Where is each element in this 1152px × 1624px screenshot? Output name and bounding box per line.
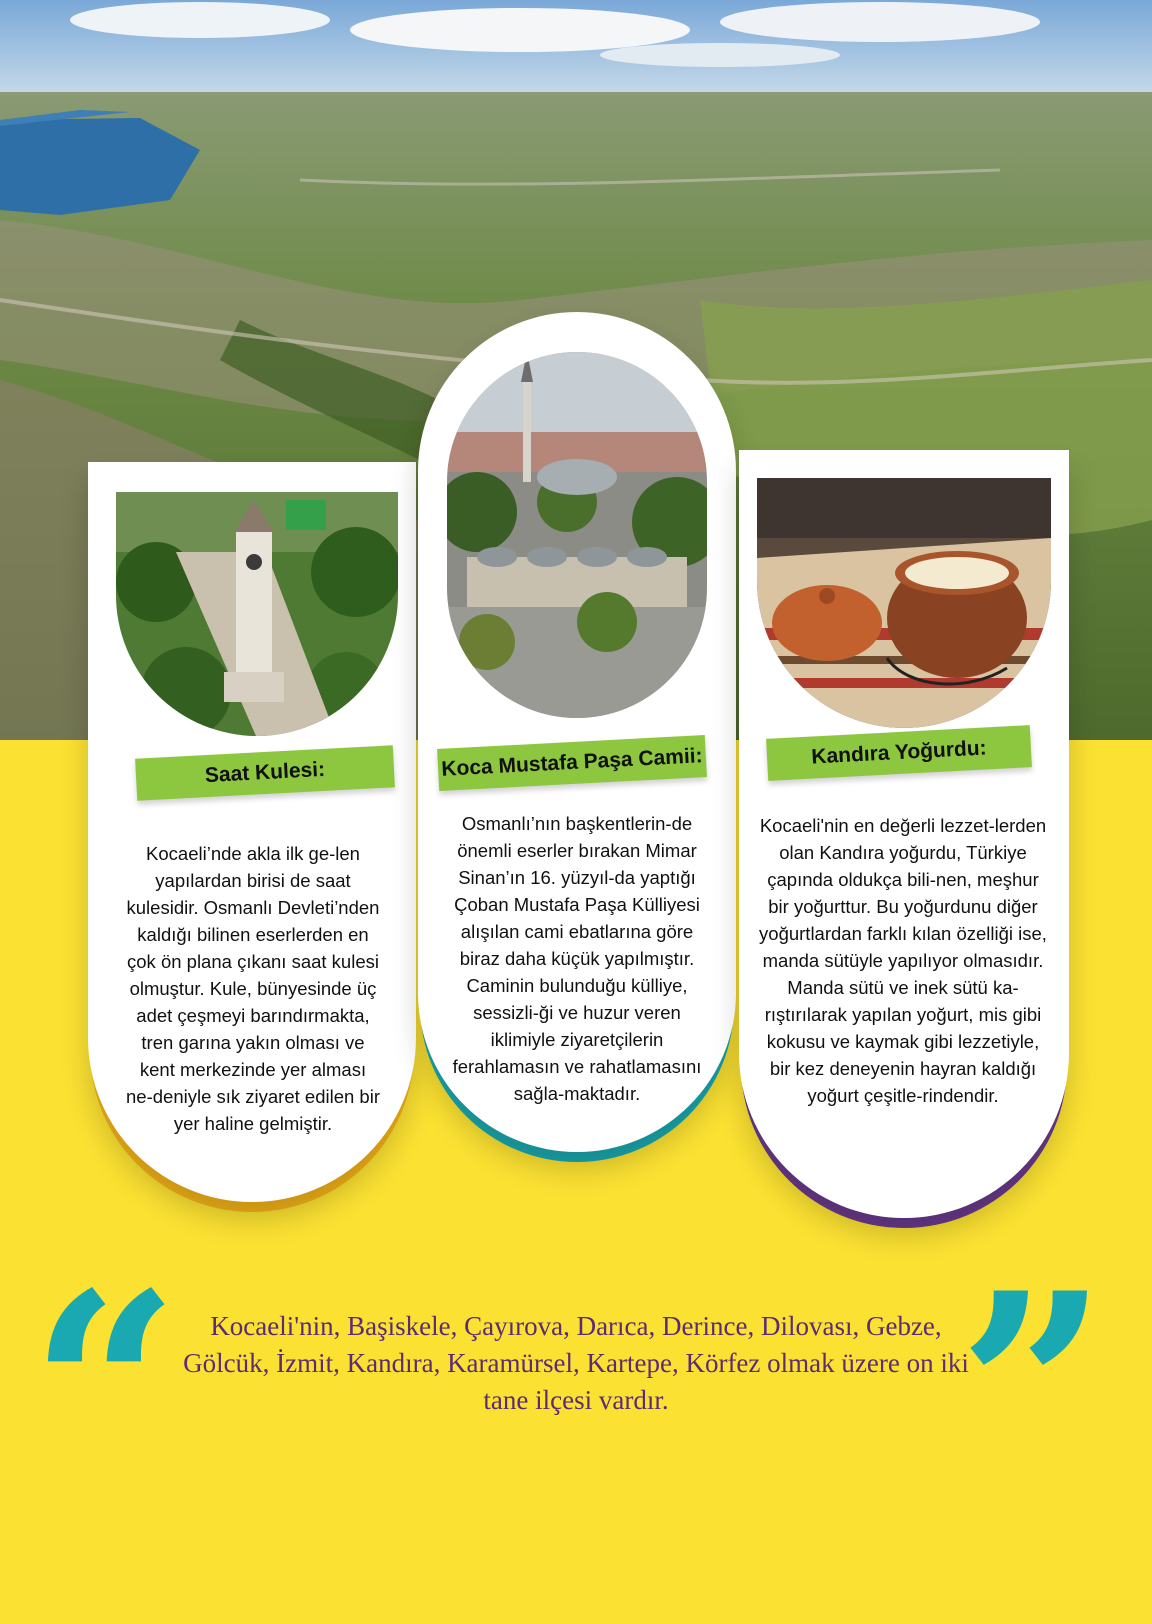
card-description: Osmanlı’nın başkentlerin-de önemli eserler bırakan Mimar Sinan’ın 16. yüzyıl-da yaptığı Çoban Mustafa Paşa Külliyesi alışılan cami ebatlarına göre biraz daha küçük yapılmıştır. Caminin bulunduğu külliye, sessizli-ği ve huzur veren iklimiyle ziyaretçilerin ferahlamasın ve rahatlamasını sağla-maktadır. [452, 813, 702, 1104]
card-koca-mustafa-pasa-camii [418, 312, 736, 1152]
district-quote: Kocaeli'nin, Başiskele, Çayırova, Darıca, Derince, Dilovası, Gebze, Gölcük, İzmit, Kandıra, Karamürsel, Kartepe, Körfez olmak üzere on iki tane ilçesi vardır. [183, 1311, 969, 1415]
card-title: Saat Kulesi: [135, 745, 395, 800]
yogurt-pot-photo [757, 478, 1051, 728]
card-title: Kandıra Yoğurdu: [766, 725, 1032, 781]
card-description: Kocaeli'nin en değerli lezzet-lerden olan Kandıra yoğurdu, Türkiye çapında oldukça bili-nen, meşhur bir yoğurttur. Bu yoğurdunu diğer yoğurtlardan farklı kılan özelliği ise, manda sütüyle yapılıyor olmasıdır. Manda sütü ve inek sütü ka-rıştırılarak yapılan yoğurt, mis gibi kokusu ve kaymak gibi lezzetiyle, bir kez deneyenin hayran kaldığı yoğurt çeşitle-rindendir. [759, 815, 1047, 1106]
card-kandira-yogurdu [739, 450, 1069, 1218]
open-quote-icon: “ [30, 1237, 180, 1542]
mosque-photo [447, 352, 707, 718]
card-title: Koca Mustafa Paşa Camii: [437, 735, 707, 791]
clock-tower-photo [116, 492, 398, 736]
card-description: Kocaeli’nde akla ilk ge-len yapılardan birisi de saat kulesidir. Osmanlı Devleti’nden kaldığı bilinen eserlerden en çok ön plana çıkanı saat kulesi olmuştur. Kule, bünyesinde üç adet çeşmeyi barındırmakta, tren garına yakın olması ve kent merkezinde yer alması ne-deniyle sık ziyaret edilen bir yer haline gelmiştir. [126, 843, 380, 1134]
close-quote-icon: ” [958, 1237, 1108, 1542]
card-saat-kulesi [88, 462, 416, 1202]
